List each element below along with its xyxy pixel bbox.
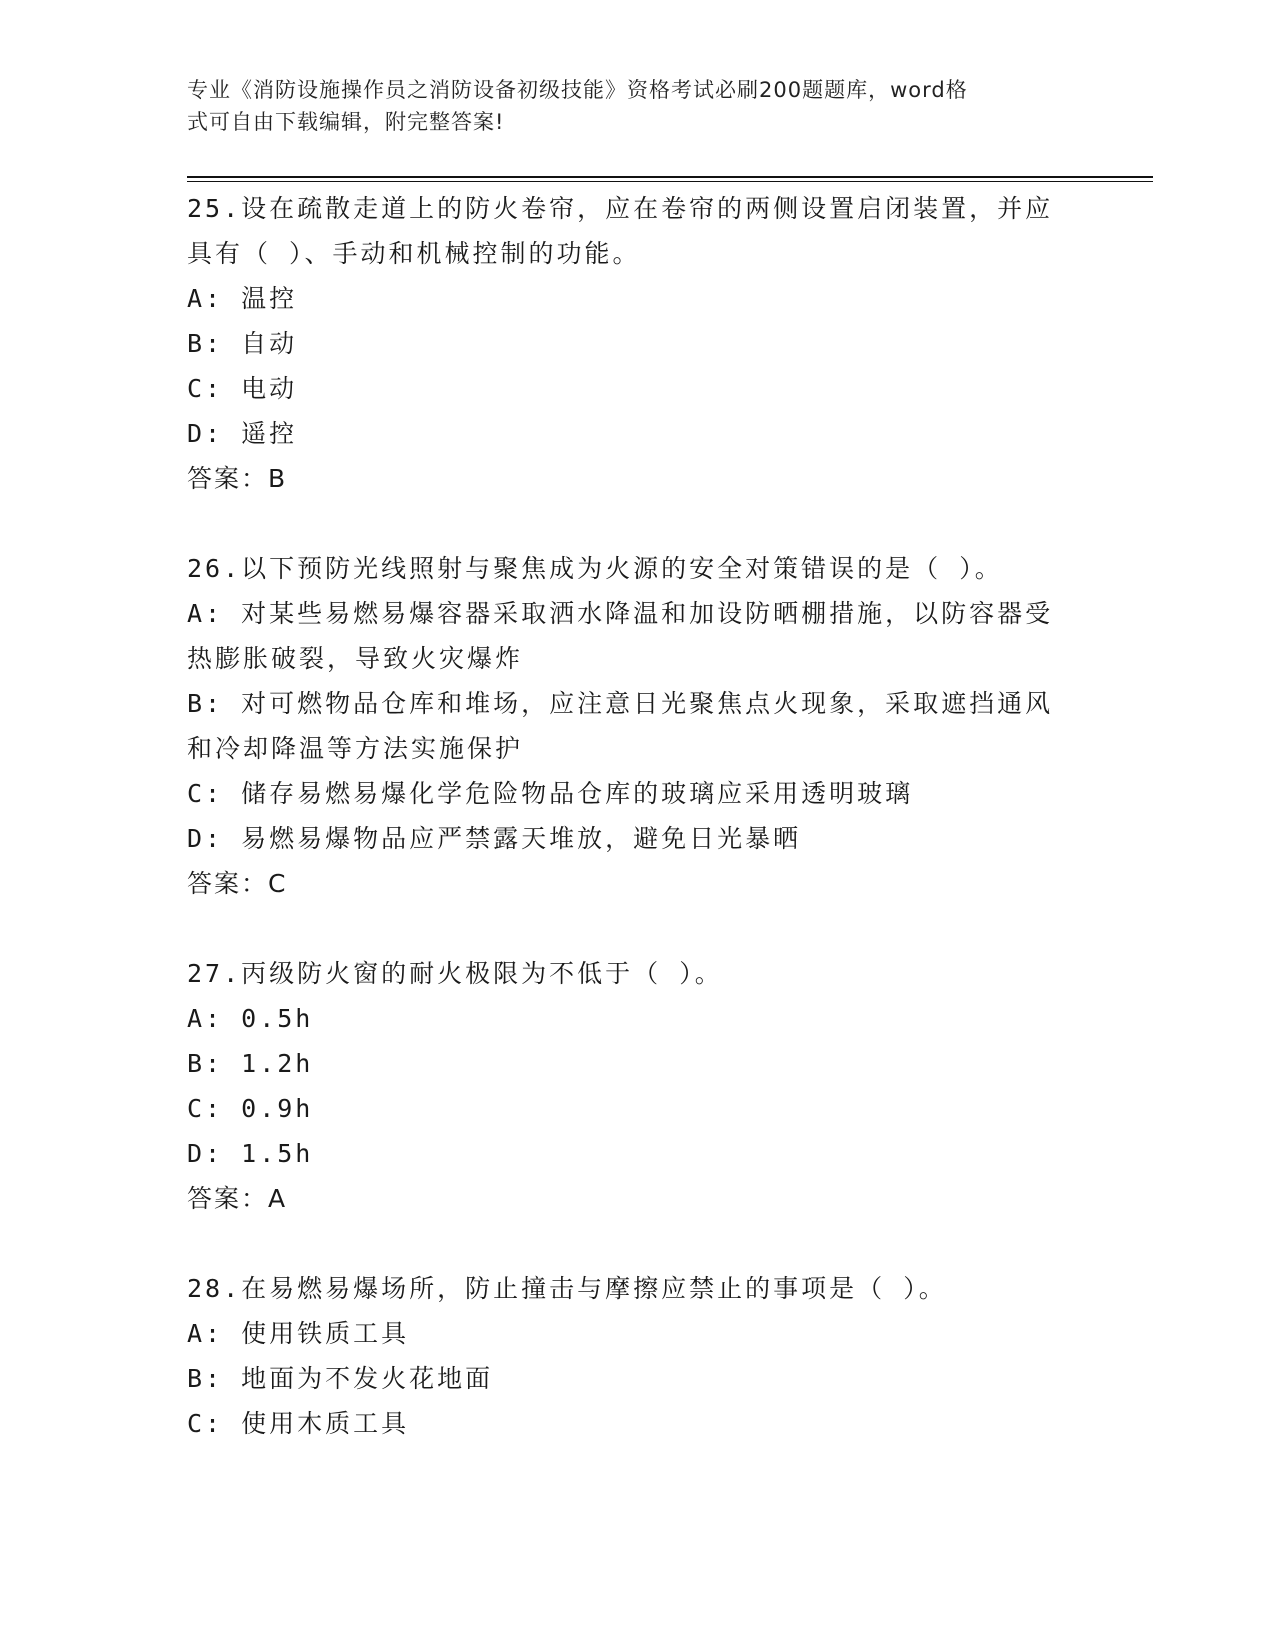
answer-label: 答案：B: [187, 464, 288, 493]
question-stem: 26.以下预防光线照射与聚焦成为火源的安全对策错误的是（ ）。: [187, 554, 1003, 583]
document-header: [187, 74, 1067, 138]
question-spacer: [187, 1221, 1087, 1266]
question-stem: 25.设在疏散走道上的防火卷帘，应在卷帘的两侧设置启闭装置，并应: [187, 194, 1054, 223]
option-c: C: 储存易燃易爆化学危险物品仓库的玻璃应采用透明玻璃: [187, 779, 914, 808]
header-line-1: 专业《消防设施操作员之消防设备初级技能》资格考试必刷200题题库，word格: [187, 78, 968, 102]
question-28: [187, 1266, 1087, 1446]
option-c: C: 使用木质工具: [187, 1409, 410, 1438]
option-b-continued: 和冷却降温等方法实施保护: [187, 734, 524, 763]
question-stem-continued: 具有（ ）、手动和机械控制的功能。: [187, 239, 641, 268]
option-c: C: 0.9h: [187, 1094, 314, 1123]
option-a-continued: 热膨胀破裂，导致火灾爆炸: [187, 644, 524, 673]
header-divider-thin: [187, 181, 1153, 182]
question-stem: 27.丙级防火窗的耐火极限为不低于（ ）。: [187, 959, 723, 988]
header-divider-thick: [187, 176, 1153, 178]
header-line-2: 式可自由下载编辑，附完整答案!: [187, 110, 505, 134]
option-a: A: 对某些易燃易爆容器采取洒水降温和加设防晒棚措施，以防容器受: [187, 599, 1054, 628]
option-b: B: 地面为不发火花地面: [187, 1364, 494, 1393]
question-stem: 28.在易燃易爆场所，防止撞击与摩擦应禁止的事项是（ ）。: [187, 1274, 947, 1303]
option-b: B: 1.2h: [187, 1049, 314, 1078]
option-a: A: 温控: [187, 284, 298, 313]
answer-label: 答案：C: [187, 869, 288, 898]
answer-label: 答案：A: [187, 1184, 288, 1213]
question-spacer: [187, 906, 1087, 951]
question-spacer: [187, 501, 1087, 546]
option-a: A: 0.5h: [187, 1004, 314, 1033]
question-list: [187, 186, 1087, 1446]
question-27: [187, 951, 1087, 1221]
question-26: [187, 546, 1087, 906]
question-25: [187, 186, 1087, 501]
option-d: D: 易燃易爆物品应严禁露天堆放，避免日光暴晒: [187, 824, 802, 853]
option-b: B: 自动: [187, 329, 298, 358]
option-c: C: 电动: [187, 374, 298, 403]
option-a: A: 使用铁质工具: [187, 1319, 410, 1348]
option-d: D: 1.5h: [187, 1139, 314, 1168]
option-d: D: 遥控: [187, 419, 298, 448]
option-b: B: 对可燃物品仓库和堆场，应注意日光聚焦点火现象，采取遮挡通风: [187, 689, 1054, 718]
